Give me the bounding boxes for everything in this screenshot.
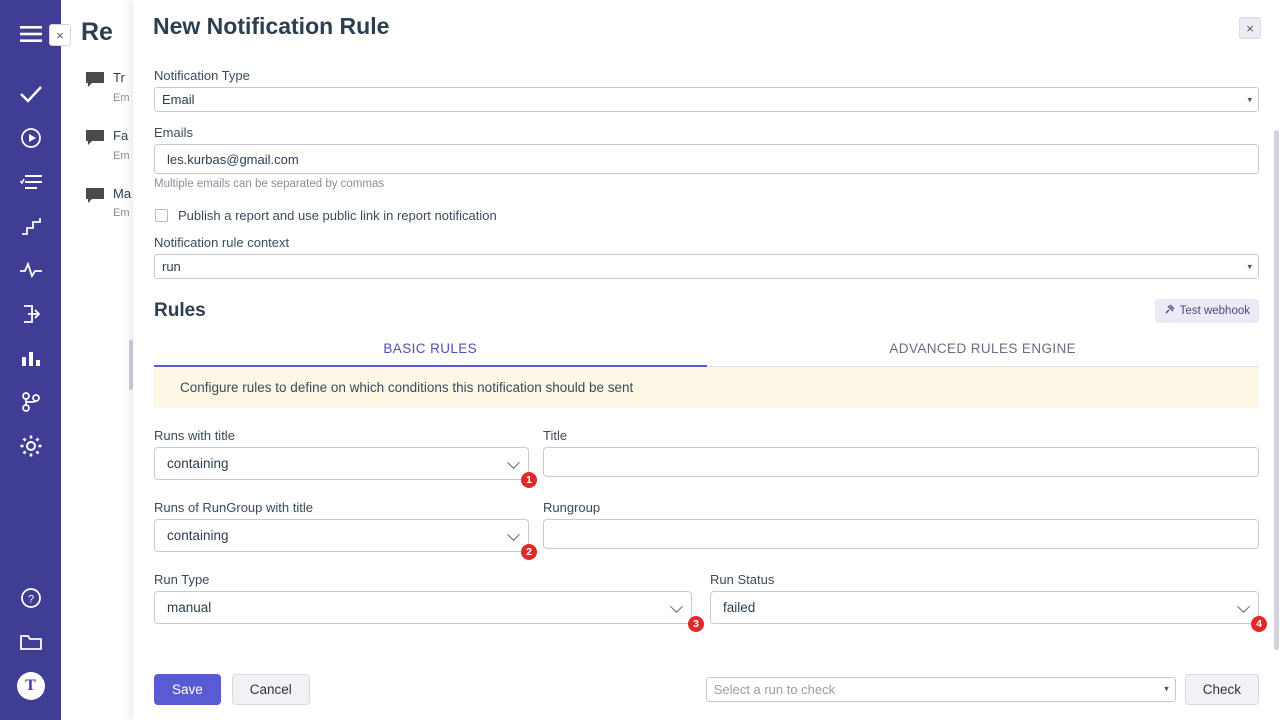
login-icon[interactable] xyxy=(0,292,61,336)
runs-of-rungroup-operator-select[interactable] xyxy=(154,519,529,552)
runs-with-title-col xyxy=(154,428,532,486)
dialog-scrollbar[interactable] xyxy=(1274,130,1279,650)
gear-icon[interactable] xyxy=(0,424,61,468)
runs-with-title-operator-select[interactable] xyxy=(154,447,529,480)
notification-rules-list-panel xyxy=(61,0,141,720)
list-item[interactable] xyxy=(61,175,140,233)
run-type-col xyxy=(154,572,710,630)
status-badge: 4 xyxy=(1251,616,1267,632)
list-item-subtitle: Em xyxy=(113,149,130,162)
app-logo-letter: T xyxy=(17,672,45,700)
runs-with-title-label: Runs with title xyxy=(154,428,235,443)
title-input[interactable] xyxy=(543,447,1259,477)
rule-row-type-status xyxy=(154,572,1262,630)
chart-bar-icon[interactable] xyxy=(0,336,61,380)
comment-bubble-icon xyxy=(85,71,105,93)
tab-basic-rules[interactable]: BASIC RULES xyxy=(154,331,707,367)
context-select[interactable] xyxy=(154,254,1259,279)
list-item-subtitle: Em xyxy=(113,207,130,220)
check-button[interactable]: Check xyxy=(1185,674,1259,705)
chevron-down-icon: ▾ xyxy=(1164,683,1169,694)
list-item-title: Tr xyxy=(113,70,125,85)
left-nav-rail xyxy=(0,0,61,720)
chevron-down-icon xyxy=(1237,600,1250,613)
list-check-icon[interactable] xyxy=(0,160,61,204)
check-icon[interactable] xyxy=(0,72,61,116)
chevron-down-icon: ▾ xyxy=(1247,261,1252,271)
rungroup-input[interactable] xyxy=(543,519,1259,549)
publish-report-label: Publish a report and use public link in report notification xyxy=(178,208,497,223)
list-item[interactable] xyxy=(61,59,140,117)
close-icon[interactable]: × xyxy=(1239,17,1261,39)
test-webhook-button[interactable] xyxy=(1155,299,1259,323)
page-title: Re xyxy=(81,18,113,46)
title-col xyxy=(543,428,1259,480)
steps-icon[interactable] xyxy=(0,204,61,248)
list-item-label xyxy=(113,69,130,107)
emails-input[interactable] xyxy=(154,144,1259,174)
folder-icon[interactable] xyxy=(0,620,61,664)
run-status-label: Run Status xyxy=(710,572,775,587)
dialog-body xyxy=(133,52,1280,630)
rules-tabs xyxy=(154,331,1259,367)
rule-row-title xyxy=(154,428,1259,486)
context-value: run xyxy=(162,259,181,274)
run-to-check-select[interactable] xyxy=(706,677,1176,702)
rules-header xyxy=(154,299,1259,323)
save-button[interactable]: Save xyxy=(154,674,221,705)
tab-advanced-rules-engine[interactable]: ADVANCED RULES ENGINE xyxy=(707,331,1260,367)
play-circle-icon[interactable] xyxy=(0,116,61,160)
test-webhook-label: Test webhook xyxy=(1179,305,1250,317)
list-item-label xyxy=(113,127,130,165)
title-label: Title xyxy=(543,428,568,443)
publish-report-row[interactable] xyxy=(154,208,1259,223)
comment-bubble-icon xyxy=(85,187,105,209)
run-status-value: failed xyxy=(723,600,756,615)
chevron-down-icon xyxy=(670,600,683,613)
activity-icon[interactable] xyxy=(0,248,61,292)
footer-actions-left xyxy=(154,674,310,705)
list-item-title: Fa xyxy=(113,127,129,143)
chevron-down-icon xyxy=(507,528,520,541)
list-item-title: Ma xyxy=(113,185,132,201)
rules-banner: Configure rules to define on which conditions this notification should be sent xyxy=(154,367,1259,408)
comment-bubble-icon xyxy=(85,129,105,151)
runs-of-rungroup-col xyxy=(154,500,532,558)
chevron-down-icon xyxy=(507,456,520,469)
rungroup-col xyxy=(543,500,1259,552)
rules-title: Rules xyxy=(154,300,206,321)
emails-hint: Multiple emails can be separated by commas xyxy=(154,178,385,190)
plug-icon xyxy=(1164,304,1175,318)
list-item[interactable] xyxy=(61,117,140,175)
run-to-check-placeholder: Select a run to check xyxy=(713,681,836,697)
list-item-subtitle: Em xyxy=(113,91,130,104)
rungroup-label: Rungroup xyxy=(543,500,601,515)
notification-type-select[interactable] xyxy=(154,87,1259,112)
notification-type-value: Email xyxy=(162,92,195,107)
runs-of-rungroup-label: Runs of RunGroup with title xyxy=(154,500,313,515)
run-type-select[interactable] xyxy=(154,591,692,624)
runs-of-rungroup-operator-value: containing xyxy=(167,528,229,543)
publish-report-checkbox[interactable] xyxy=(155,209,168,222)
app-logo[interactable] xyxy=(0,664,61,708)
footer-actions-right xyxy=(706,674,1259,705)
run-status-col xyxy=(710,572,1262,630)
svg-text:?: ? xyxy=(27,593,34,606)
emails-label: Emails xyxy=(154,125,194,140)
run-type-label: Run Type xyxy=(154,572,210,587)
list-item-label xyxy=(113,185,131,223)
dialog-title: New Notification Rule xyxy=(153,12,390,39)
dialog-footer xyxy=(133,658,1280,720)
branch-icon[interactable] xyxy=(0,380,61,424)
chevron-down-icon: ▾ xyxy=(1247,94,1252,104)
dialog-header xyxy=(133,0,1280,52)
run-type-value: manual xyxy=(167,600,212,615)
status-badge: 1 xyxy=(521,472,537,488)
status-badge: 2 xyxy=(521,544,537,560)
runs-with-title-operator-value: containing xyxy=(167,456,229,471)
status-badge: 3 xyxy=(688,616,704,632)
context-label: Notification rule context xyxy=(154,235,290,250)
notification-type-label: Notification Type xyxy=(154,68,250,83)
new-notification-rule-dialog xyxy=(133,0,1280,720)
rule-row-rungroup xyxy=(154,500,1259,558)
run-status-select[interactable] xyxy=(710,591,1259,624)
cancel-button[interactable]: Cancel xyxy=(232,674,310,705)
panel-close-icon[interactable]: × xyxy=(49,24,71,46)
help-icon[interactable] xyxy=(0,576,61,620)
